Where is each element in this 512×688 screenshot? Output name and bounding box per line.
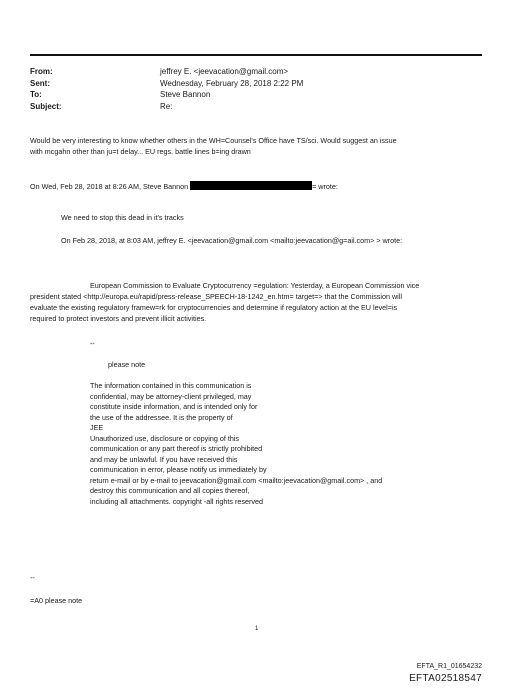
eu-line-1: European Commission to Evaluate Cryptocurrency =egulation: Yesterday, a European Commission vice: [90, 281, 420, 290]
disclaimer-line: JEE: [90, 423, 104, 432]
disclaimer-line: the use of the addressee. It is the property of: [90, 412, 233, 422]
disclaimer-line: including all attachments. copyright -all rights reserved: [90, 496, 263, 506]
quote-header-1: [30, 181, 338, 192]
disclaimer-line: The information contained in this communication is: [90, 381, 252, 390]
subject-row: [30, 101, 303, 113]
separator-dash-1: --: [90, 339, 95, 348]
bates-number-2: EFTA02518547: [409, 673, 482, 684]
from-label: From:: [30, 67, 53, 76]
to-value: Steve Bannon: [160, 90, 211, 100]
header-rule: [30, 54, 482, 56]
disclaimer-line: communication or any part thereof is strictly prohibited: [90, 444, 263, 453]
disclaimer-line: confidential, may be attorney-client privileged, may: [90, 391, 252, 401]
bates-number-1: EFTA_R1_01654232: [416, 663, 482, 670]
sent-label: Sent:: [30, 78, 50, 88]
to-row: [30, 89, 303, 101]
message-1-line-1: Would be very interesting to know whether others in the WH=Counsel's Office have TS/sci. Would suggest an issue: [30, 136, 397, 145]
disclaimer-line: constitute inside information, and is intended only for: [90, 402, 258, 411]
separator-dash-2: --: [30, 573, 35, 582]
subject-label: Subject:: [30, 101, 62, 111]
to-label: To:: [30, 90, 42, 100]
disclaimer-line: and may be unlawful. If you have received this: [90, 454, 238, 464]
eu-line-2: president stated <http://europa.eu/rapid/press-release_SPEECH-18-1242_en.htm= target=> that the Commission will: [30, 292, 402, 301]
eu-line-4: required to protect investors and prevent illicit activities.: [30, 314, 207, 323]
quote-header-1-text: On Wed, Feb 28, 2018 at 8:26 AM, Steve Bannon: [30, 182, 189, 191]
from-row: [30, 66, 303, 78]
message-2: We need to stop this dead in it's tracks: [61, 213, 184, 222]
disclaimer-line: destroy this communication and all copies thereof,: [90, 486, 250, 495]
sent-value: Wednesday, February 28, 2018 2:22 PM: [160, 78, 304, 88]
quote-header-1-suffix: = wrote:: [312, 182, 338, 191]
please-note-1: please note: [108, 360, 146, 369]
disclaimer-line: communication in error, please notify us immediately by: [90, 465, 267, 474]
page-number: 1: [255, 626, 259, 632]
quote-header-2: On Feb 28, 2018, at 8:03 AM, jeffrey E. <jeevacation@gmail.com <mailto:jeevacation@g=ail.com> > wrote:: [61, 236, 403, 245]
please-note-2: =A0 please note: [30, 596, 83, 605]
from-value: jeffrey E. <jeevacation@gmail.com>: [160, 67, 289, 76]
subject-value: Re:: [160, 101, 173, 111]
eu-line-3: evaluate the existing regulatory framew=rk for cryptocurrencies and determine if regulatory action at the EU level=is: [30, 303, 398, 312]
email-header: [30, 66, 303, 112]
message-1-line-2: with mcgahn other than ju=t delay... EU regs. battle lines b=ing drawn: [30, 147, 251, 156]
disclaimer-line: Unauthorized use, disclosure or copying of this: [90, 433, 240, 443]
disclaimer-line: return e-mail or by e-mail to jeevacation@gmail.com <mailto:jeevacation@gmail.com> , and: [90, 475, 383, 485]
sent-row: [30, 78, 303, 90]
redaction-box: [190, 181, 312, 190]
